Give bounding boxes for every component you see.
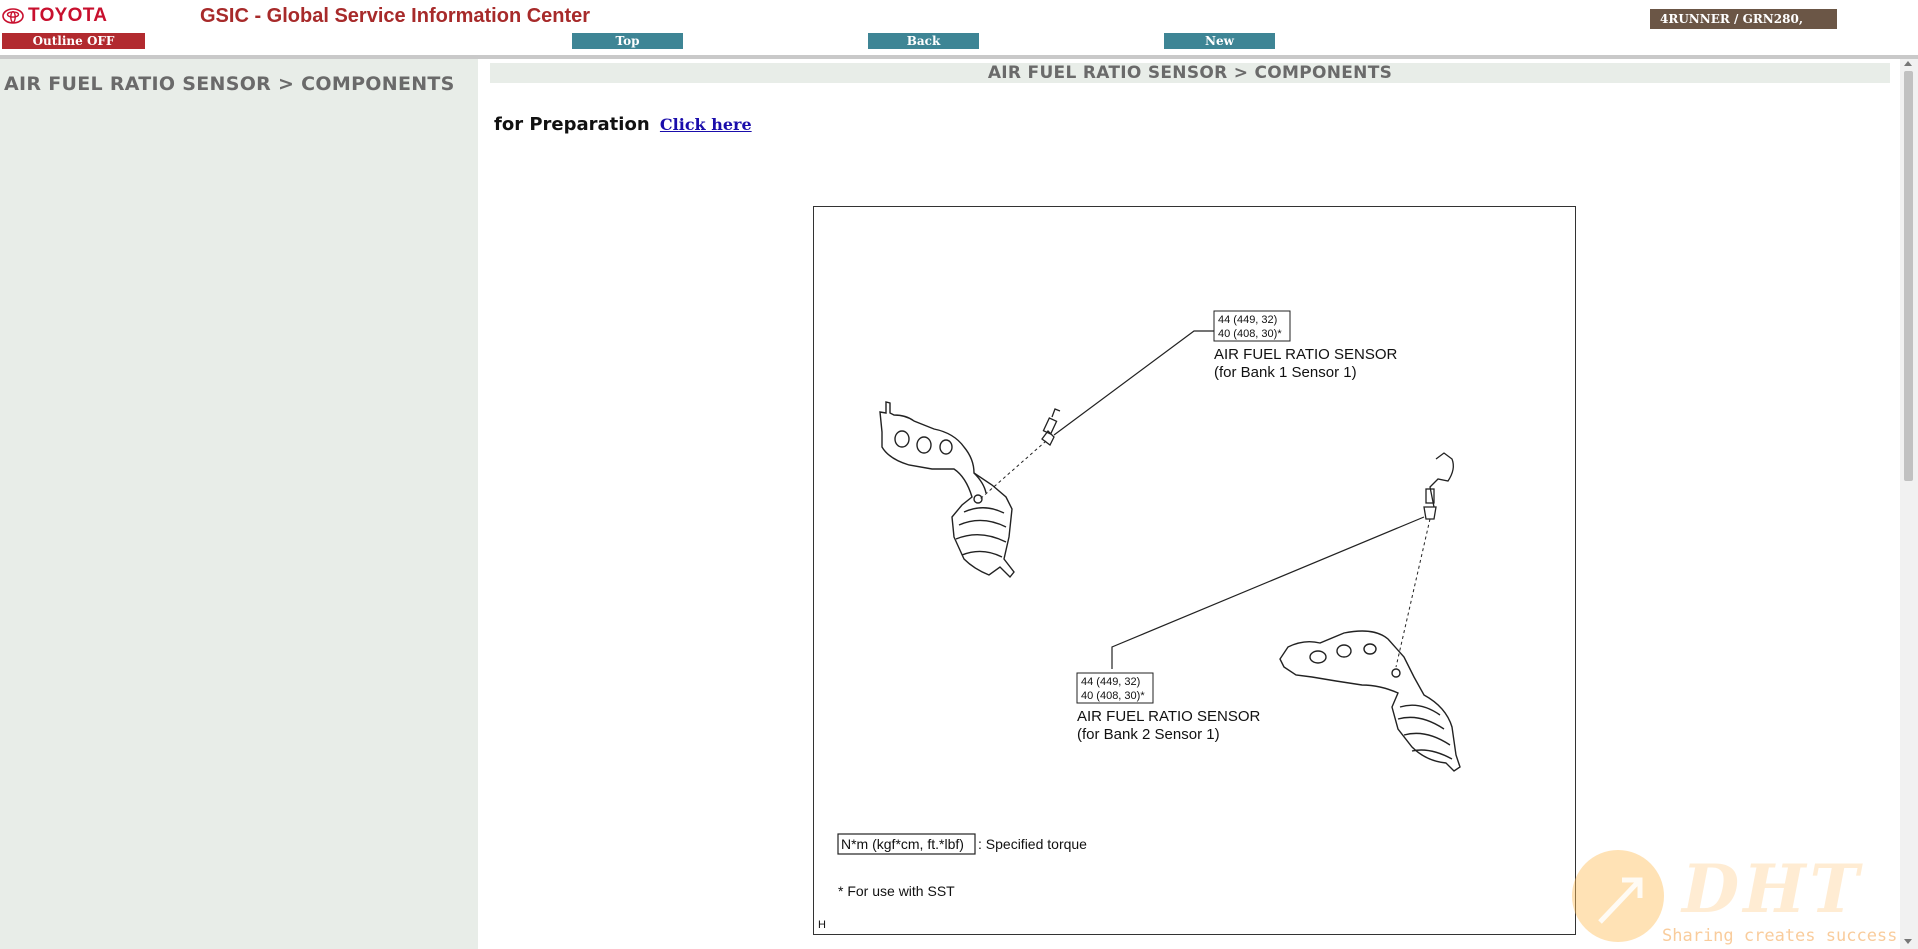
bank2-leader-line bbox=[1112, 517, 1424, 669]
bank1-leader-line bbox=[1054, 331, 1214, 435]
preparation-label: for Preparation bbox=[494, 114, 650, 135]
bank1-sensor-position: (for Bank 1 Sensor 1) bbox=[1214, 364, 1357, 381]
bank2-sensor-icon bbox=[1424, 453, 1453, 519]
torque-legend-text: : Specified torque bbox=[978, 836, 1087, 852]
components-diagram bbox=[814, 207, 1575, 934]
scroll-down-arrow-icon[interactable] bbox=[1904, 939, 1912, 944]
preparation-link[interactable]: Click here bbox=[659, 115, 752, 134]
bank1-torque-value-1: 44 (449, 32) bbox=[1218, 314, 1278, 326]
outline-toggle-button[interactable]: Outline OFF bbox=[2, 33, 145, 49]
bank1-torque-value-2: 40 (408, 30)* bbox=[1218, 328, 1282, 340]
bank1-sensor-name: AIR FUEL RATIO SENSOR bbox=[1214, 346, 1398, 363]
toyota-emblem-icon bbox=[2, 8, 24, 24]
sidebar-title[interactable]: AIR FUEL RATIO SENSOR > COMPONENTS bbox=[4, 73, 455, 95]
bank1-install-line bbox=[980, 441, 1046, 499]
bank2-torque-value-2: 40 (408, 30)* bbox=[1081, 690, 1145, 702]
watermark-tagline: Sharing creates success bbox=[1662, 926, 1898, 946]
top-button[interactable]: Top bbox=[572, 33, 683, 49]
new-button[interactable]: New bbox=[1164, 33, 1275, 49]
toyota-logo bbox=[2, 3, 107, 29]
torque-unit: N*m (kgf*cm, ft.*lbf) bbox=[841, 836, 964, 852]
sst-footnote: * For use with SST bbox=[838, 883, 955, 899]
bank2-torque-value-1: 44 (449, 32) bbox=[1081, 676, 1141, 688]
bank2-sensor-name: AIR FUEL RATIO SENSOR bbox=[1077, 708, 1261, 725]
scroll-thumb[interactable] bbox=[1904, 71, 1913, 481]
bank2-sensor-position: (for Bank 2 Sensor 1) bbox=[1077, 726, 1220, 743]
bank1-exhaust-manifold-icon bbox=[880, 402, 1014, 577]
vehicle-badge: 4RUNNER / GRN280, bbox=[1650, 9, 1837, 29]
bank2-install-line bbox=[1396, 519, 1430, 667]
illustration-corner-mark: H bbox=[818, 919, 826, 931]
preparation-line bbox=[494, 114, 752, 135]
outline-sidebar bbox=[0, 59, 478, 949]
bank2-exhaust-manifold-icon bbox=[1280, 631, 1460, 771]
scroll-up-arrow-icon[interactable] bbox=[1904, 61, 1912, 66]
brand-name: TOYOTA bbox=[28, 5, 108, 26]
page-title: AIR FUEL RATIO SENSOR > COMPONENTS bbox=[490, 63, 1890, 83]
app-title: GSIC - Global Service Information Center bbox=[200, 5, 591, 27]
app-header bbox=[0, 0, 1918, 55]
back-button[interactable]: Back bbox=[868, 33, 979, 49]
components-illustration bbox=[813, 206, 1576, 935]
vertical-scrollbar[interactable] bbox=[1900, 59, 1918, 949]
content-pane bbox=[490, 59, 1900, 949]
bank1-sensor-icon bbox=[1042, 409, 1060, 445]
sidebar-divider bbox=[478, 59, 490, 949]
watermark-logo-letters: DHT bbox=[1682, 850, 1863, 928]
